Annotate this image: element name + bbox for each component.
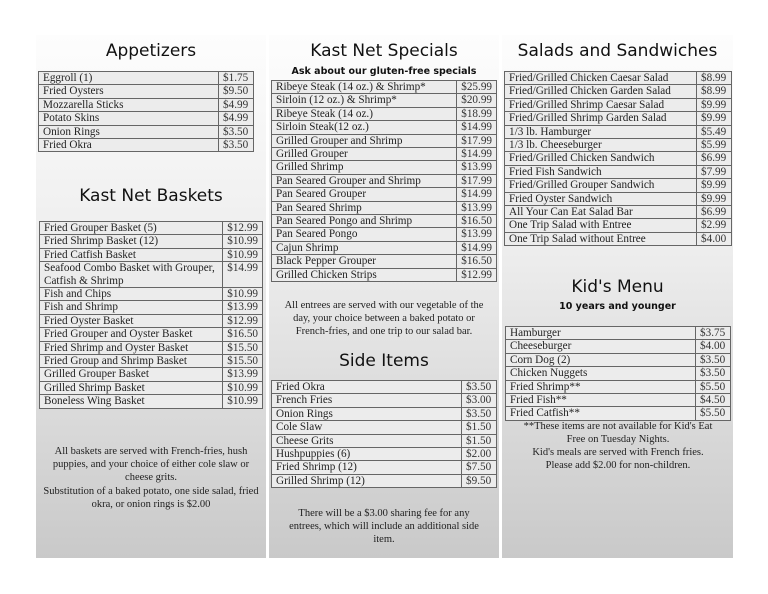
item-name: Sirloin (12 oz.) & Shrimp* <box>272 94 457 107</box>
menu-item-row <box>505 219 732 232</box>
baskets-note: All baskets are served with French-fries, hush puppies, and your choice of either cole slaw or cheese grits. <box>52 446 250 483</box>
menu-item-row <box>272 201 497 214</box>
item-price: $7.50 <box>462 461 497 474</box>
item-price: $16.50 <box>457 215 497 228</box>
item-name: Ribeye Steak (14 oz.) & Shrimp* <box>272 81 457 94</box>
item-price: $3.75 <box>696 327 731 340</box>
item-price: $4.00 <box>697 232 732 245</box>
menu-item-row <box>40 301 263 314</box>
menu-item-row <box>505 152 732 165</box>
item-name: Fried Oysters <box>39 85 219 98</box>
menu-item-row <box>272 407 497 420</box>
menu-item-row <box>40 222 263 235</box>
menu-item-row <box>505 72 732 85</box>
item-price: $1.50 <box>462 421 497 434</box>
baskets-table <box>39 221 263 409</box>
menu-item-row <box>40 381 263 394</box>
item-name: Pan Seared Shrimp <box>272 201 457 214</box>
item-name: One Trip Salad without Entree <box>505 232 697 245</box>
item-name: Grilled Grouper <box>272 148 457 161</box>
item-name: Ribeye Steak (14 oz.) <box>272 107 457 120</box>
menu-item-row <box>272 241 497 254</box>
item-name: Sirloin Steak(12 oz.) <box>272 121 457 134</box>
item-price: $6.99 <box>697 206 732 219</box>
item-name: Potato Skins <box>39 112 219 125</box>
item-price: $20.99 <box>457 94 497 107</box>
item-name: Onion Rings <box>272 407 462 420</box>
menu-item-row <box>505 139 732 152</box>
item-price: $12.99 <box>223 222 263 235</box>
item-price: $6.99 <box>697 152 732 165</box>
menu-item-row <box>272 474 497 487</box>
menu-item-row <box>272 268 497 281</box>
item-price: $13.99 <box>223 368 263 381</box>
item-price: $3.50 <box>462 381 497 394</box>
item-price: $3.50 <box>219 125 254 138</box>
item-name: Hushpuppies (6) <box>272 448 462 461</box>
menu-item-row <box>272 148 497 161</box>
item-name: Pan Seared Grouper and Shrimp <box>272 174 457 187</box>
item-name: Fried/Grilled Shrimp Caesar Salad <box>505 98 697 111</box>
menu-item-row <box>272 448 497 461</box>
menu-item-row <box>40 328 263 341</box>
menu-item-row <box>272 421 497 434</box>
item-price: $17.99 <box>457 174 497 187</box>
menu-item-row <box>272 121 497 134</box>
kids-note: **These items are not available for Kid's Eat Free on Tuesday Nights. <box>523 421 713 445</box>
menu-item-row <box>505 206 732 219</box>
menu-item-row <box>39 139 254 152</box>
menu-item-row <box>272 381 497 394</box>
kids-subtitle: 10 years and younger <box>559 301 676 312</box>
item-price: $9.50 <box>219 85 254 98</box>
item-name: Fried Shrimp Basket (12) <box>40 235 223 248</box>
item-price: $13.99 <box>457 201 497 214</box>
menu-item-row <box>272 134 497 147</box>
item-name: Fried Okra <box>39 139 219 152</box>
menu-item-row <box>272 255 497 268</box>
item-price: $10.99 <box>223 248 263 261</box>
item-name: Pan Seared Pongo <box>272 228 457 241</box>
sides-note: There will be a $3.00 sharing fee for any entrees, which will include an additional side item. <box>289 508 479 545</box>
item-name: Grilled Shrimp Basket <box>40 381 223 394</box>
item-name: 1/3 lb. Hamburger <box>505 125 697 138</box>
item-price: $4.00 <box>696 340 731 353</box>
menu-item-row <box>506 340 731 353</box>
item-price: $14.99 <box>457 188 497 201</box>
item-name: Seafood Combo Basket with Grouper, Catfish & Shrimp <box>40 262 223 288</box>
item-price: $18.99 <box>457 107 497 120</box>
item-price: $4.50 <box>696 394 731 407</box>
specials-table <box>271 80 497 282</box>
item-price: $9.99 <box>697 112 732 125</box>
item-price: $3.00 <box>462 394 497 407</box>
item-name: Mozzarella Sticks <box>39 98 219 111</box>
item-name: Fried Okra <box>272 381 462 394</box>
menu-item-row <box>39 72 254 85</box>
item-name: Black Pepper Grouper <box>272 255 457 268</box>
item-name: Fried/Grilled Chicken Sandwich <box>505 152 697 165</box>
item-price: $15.50 <box>223 355 263 368</box>
item-name: Fried/Grilled Grouper Sandwich <box>505 179 697 192</box>
item-name: Chicken Nuggets <box>506 367 696 380</box>
item-price: $14.99 <box>457 241 497 254</box>
item-name: Cole Slaw <box>272 421 462 434</box>
specials-note: All entrees are served with our vegetable of the day, your choice between a baked potato or French-fries, and one trip to our salad bar. <box>284 300 484 337</box>
item-price: $7.99 <box>697 165 732 178</box>
item-name: Pan Seared Grouper <box>272 188 457 201</box>
item-name: Fried Shrimp** <box>506 380 696 393</box>
menu-item-row <box>272 188 497 201</box>
item-price: $10.99 <box>223 395 263 408</box>
menu-item-row <box>40 355 263 368</box>
item-price: $4.99 <box>219 98 254 111</box>
item-name: Corn Dog (2) <box>506 353 696 366</box>
menu-item-row <box>505 192 732 205</box>
item-price: $10.99 <box>223 381 263 394</box>
menu-item-row <box>272 174 497 187</box>
menu-item-row <box>40 248 263 261</box>
menu-item-row <box>40 314 263 327</box>
menu-item-row <box>505 179 732 192</box>
item-name: French Fries <box>272 394 462 407</box>
item-price: $9.99 <box>697 98 732 111</box>
menu-item-row <box>272 215 497 228</box>
item-name: Fried Shrimp and Oyster Basket <box>40 341 223 354</box>
menu-item-row <box>272 394 497 407</box>
menu-item-row <box>506 407 731 420</box>
item-price: $9.50 <box>462 474 497 487</box>
item-price: $4.99 <box>219 112 254 125</box>
menu-item-row <box>506 394 731 407</box>
menu-item-row <box>505 98 732 111</box>
item-price: $16.50 <box>223 328 263 341</box>
menu-item-row <box>40 368 263 381</box>
item-price: $3.50 <box>219 139 254 152</box>
menu-item-row <box>506 327 731 340</box>
item-name: Grilled Grouper Basket <box>40 368 223 381</box>
panel-right <box>502 35 733 558</box>
menu-item-row <box>39 85 254 98</box>
item-name: Fried/Grilled Shrimp Garden Salad <box>505 112 697 125</box>
menu-item-row <box>505 232 732 245</box>
kids-table <box>505 326 731 421</box>
item-name: Fried/Grilled Chicken Garden Salad <box>505 85 697 98</box>
item-name: Cajun Shrimp <box>272 241 457 254</box>
item-name: Pan Seared Pongo and Shrimp <box>272 215 457 228</box>
salads-title: Salads and Sandwiches <box>517 41 718 61</box>
menu-item-row <box>40 235 263 248</box>
item-name: Fried/Grilled Chicken Caesar Salad <box>505 72 697 85</box>
menu-item-row <box>505 85 732 98</box>
item-price: $12.99 <box>223 314 263 327</box>
item-price: $3.50 <box>696 353 731 366</box>
item-name: Grilled Grouper and Shrimp <box>272 134 457 147</box>
item-price: $9.99 <box>697 179 732 192</box>
item-name: Fried Grouper and Oyster Basket <box>40 328 223 341</box>
menu-item-row <box>272 461 497 474</box>
item-name: Grilled Shrimp <box>272 161 457 174</box>
menu-item-row <box>506 380 731 393</box>
menu-item-row <box>39 112 254 125</box>
item-name: Fried Fish Sandwich <box>505 165 697 178</box>
item-name: Hamburger <box>506 327 696 340</box>
item-price: $3.50 <box>462 407 497 420</box>
item-price: $8.99 <box>697 72 732 85</box>
item-price: $14.99 <box>223 262 263 288</box>
appetizers-table <box>38 71 254 152</box>
menu-item-row <box>272 228 497 241</box>
item-price: $5.49 <box>697 125 732 138</box>
panel-left <box>36 35 266 558</box>
menu-item-row <box>272 161 497 174</box>
item-name: Cheeseburger <box>506 340 696 353</box>
item-name: Fish and Chips <box>40 288 223 301</box>
item-name: Cheese Grits <box>272 434 462 447</box>
kids-fries-note: Kid's meals are served with French fries. <box>532 447 704 458</box>
item-price: $13.99 <box>457 228 497 241</box>
baskets-title: Kast Net Baskets <box>79 186 223 206</box>
item-name: Fried Group and Shrimp Basket <box>40 355 223 368</box>
kids-title: Kid's Menu <box>571 277 664 297</box>
item-name: Boneless Wing Basket <box>40 395 223 408</box>
item-price: $12.99 <box>457 268 497 281</box>
item-price: $25.99 <box>457 81 497 94</box>
item-name: Onion Rings <box>39 125 219 138</box>
item-name: 1/3 lb. Cheeseburger <box>505 139 697 152</box>
menu-item-row <box>506 367 731 380</box>
item-price: $5.50 <box>696 407 731 420</box>
item-name: Grilled Chicken Strips <box>272 268 457 281</box>
item-name: Fried Catfish** <box>506 407 696 420</box>
specials-title: Kast Net Specials <box>310 41 458 61</box>
item-price: $2.00 <box>462 448 497 461</box>
kids-adult-note: Please add $2.00 for non-children. <box>545 460 691 471</box>
item-price: $16.50 <box>457 255 497 268</box>
item-name: One Trip Salad with Entree <box>505 219 697 232</box>
menu-item-row <box>39 125 254 138</box>
menu-item-row <box>40 288 263 301</box>
menu-item-row <box>272 81 497 94</box>
sides-table <box>271 380 497 488</box>
item-name: Fish and Shrimp <box>40 301 223 314</box>
item-price: $9.99 <box>697 192 732 205</box>
item-name: All Your Can Eat Salad Bar <box>505 206 697 219</box>
item-name: Fried Oyster Basket <box>40 314 223 327</box>
menu-item-row <box>40 341 263 354</box>
item-price: $10.99 <box>223 288 263 301</box>
menu-item-row <box>505 125 732 138</box>
item-price: $17.99 <box>457 134 497 147</box>
item-name: Fried Catfish Basket <box>40 248 223 261</box>
item-price: $5.99 <box>697 139 732 152</box>
item-price: $14.99 <box>457 121 497 134</box>
sides-title: Side Items <box>339 351 429 371</box>
item-price: $2.99 <box>697 219 732 232</box>
item-name: Fried Oyster Sandwich <box>505 192 697 205</box>
salads-table <box>504 71 732 246</box>
menu-item-row <box>272 94 497 107</box>
item-price: $14.99 <box>457 148 497 161</box>
item-name: Fried Shrimp (12) <box>272 461 462 474</box>
baskets-substitution-note: Substitution of a baked potato, one side salad, fried okra, or onion rings is $2.00 <box>43 486 259 510</box>
item-name: Eggroll (1) <box>39 72 219 85</box>
menu-item-row <box>272 107 497 120</box>
item-price: $5.50 <box>696 380 731 393</box>
menu-item-row <box>505 165 732 178</box>
menu-item-row <box>40 395 263 408</box>
menu-item-row <box>505 112 732 125</box>
item-name: Fried Grouper Basket (5) <box>40 222 223 235</box>
item-price: $1.50 <box>462 434 497 447</box>
menu-item-row <box>39 98 254 111</box>
item-price: $3.50 <box>696 367 731 380</box>
panel-middle <box>269 35 499 558</box>
menu-item-row <box>272 434 497 447</box>
menu-item-row <box>506 353 731 366</box>
item-name: Fried Fish** <box>506 394 696 407</box>
menu-item-row <box>40 262 263 288</box>
specials-subtitle: Ask about our gluten-free specials <box>291 66 477 77</box>
item-price: $8.99 <box>697 85 732 98</box>
item-price: $13.99 <box>457 161 497 174</box>
item-price: $15.50 <box>223 341 263 354</box>
item-price: $13.99 <box>223 301 263 314</box>
item-price: $10.99 <box>223 235 263 248</box>
item-name: Grilled Shrimp (12) <box>272 474 462 487</box>
item-price: $1.75 <box>219 72 254 85</box>
appetizers-title: Appetizers <box>105 41 197 61</box>
